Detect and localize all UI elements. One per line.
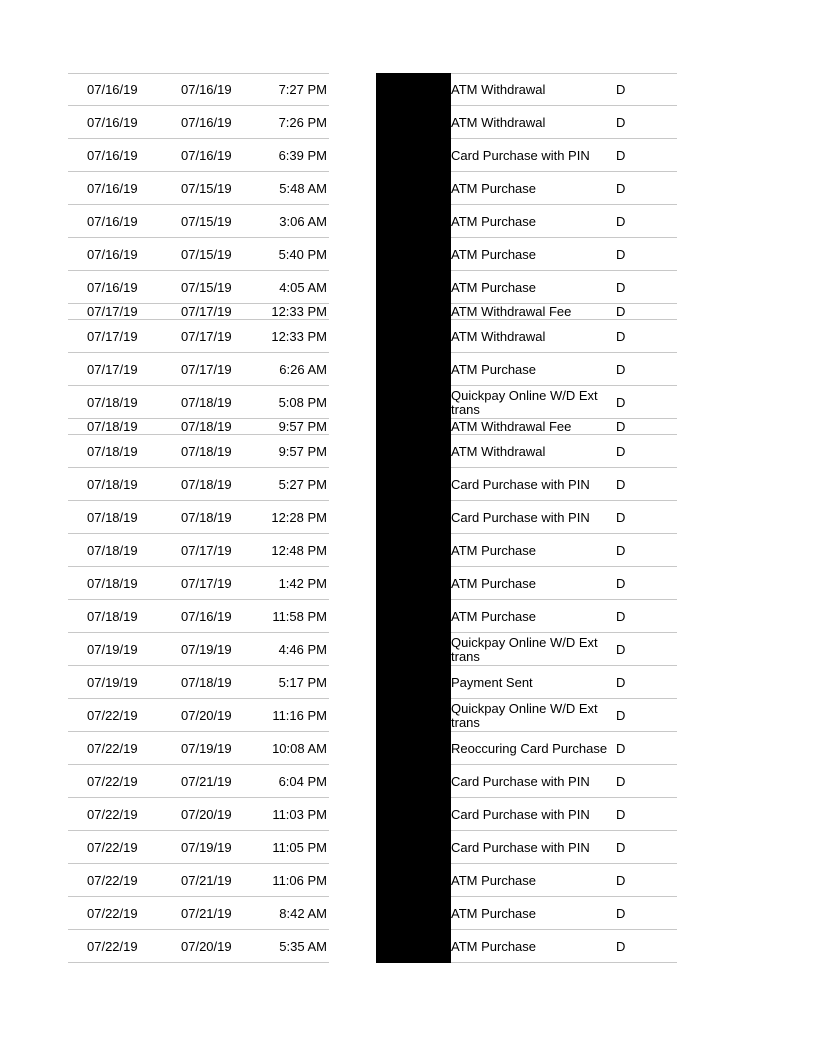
description: ATM Withdrawal xyxy=(451,328,546,344)
transaction-time: 5:17 PM xyxy=(278,674,327,690)
description: Reoccuring Card Purchase xyxy=(451,740,608,756)
posting-date: 07/18/19 xyxy=(87,476,138,492)
transaction-date: 07/16/19 xyxy=(181,608,232,624)
posting-date: 07/19/19 xyxy=(87,674,138,690)
posting-date: 07/18/19 xyxy=(87,542,138,558)
transaction-time: 6:26 AM xyxy=(279,361,327,377)
posting-date: 07/18/19 xyxy=(87,394,138,410)
transaction-date: 07/19/19 xyxy=(181,740,232,756)
transaction-time: 5:08 PM xyxy=(278,394,327,410)
description: ATM Purchase xyxy=(451,542,537,558)
transaction-date: 07/17/19 xyxy=(181,361,232,377)
transaction-type: D xyxy=(616,872,626,888)
transaction-type: D xyxy=(616,180,626,196)
description: ATM Purchase xyxy=(451,246,537,262)
transaction-time: 8:42 AM xyxy=(279,905,327,921)
transaction-type: D xyxy=(616,361,626,377)
transaction-type: D xyxy=(616,147,626,163)
transaction-date: 07/20/19 xyxy=(181,806,232,822)
posting-date: 07/22/19 xyxy=(87,872,138,888)
description: ATM Purchase xyxy=(451,279,537,295)
transaction-time: 1:42 PM xyxy=(278,575,327,591)
posting-date: 07/16/19 xyxy=(87,213,138,229)
transaction-time: 11:05 PM xyxy=(272,839,327,855)
description: Card Purchase with PIN xyxy=(451,806,590,822)
transaction-time: 9:57 PM xyxy=(278,443,327,459)
transaction-time: 3:06 AM xyxy=(279,213,327,229)
transaction-date: 07/17/19 xyxy=(181,328,232,344)
transaction-date: 07/15/19 xyxy=(181,180,232,196)
transaction-date: 07/15/19 xyxy=(181,246,232,262)
transaction-type: D xyxy=(616,509,626,525)
transaction-date: 07/18/19 xyxy=(181,419,232,434)
transaction-type: D xyxy=(616,114,626,130)
transaction-type: D xyxy=(616,674,626,690)
transaction-type: D xyxy=(616,938,626,954)
redaction-block xyxy=(376,73,451,963)
description: Payment Sent xyxy=(451,674,533,690)
posting-date: 07/22/19 xyxy=(87,905,138,921)
description: Quickpay Online W/D Ext trans xyxy=(451,700,598,730)
transaction-type: D xyxy=(616,641,626,657)
posting-date: 07/16/19 xyxy=(87,279,138,295)
transaction-type: D xyxy=(616,81,626,97)
posting-date: 07/18/19 xyxy=(87,443,138,459)
transaction-time: 10:08 AM xyxy=(272,740,327,756)
transaction-time: 4:46 PM xyxy=(278,641,327,657)
posting-date: 07/16/19 xyxy=(87,114,138,130)
description: ATM Purchase xyxy=(451,608,537,624)
posting-date: 07/17/19 xyxy=(87,304,138,319)
description: ATM Withdrawal Fee xyxy=(451,419,572,434)
transaction-time: 12:33 PM xyxy=(271,328,327,344)
transaction-date: 07/15/19 xyxy=(181,213,232,229)
transaction-date: 07/20/19 xyxy=(181,938,232,954)
transaction-type: D xyxy=(616,707,626,723)
posting-date: 07/22/19 xyxy=(87,740,138,756)
transaction-type: D xyxy=(616,304,626,319)
transaction-date: 07/17/19 xyxy=(181,542,232,558)
posting-date: 07/17/19 xyxy=(87,361,138,377)
posting-date: 07/19/19 xyxy=(87,641,138,657)
transaction-time: 12:33 PM xyxy=(271,304,327,319)
description: ATM Withdrawal xyxy=(451,114,546,130)
transaction-type: D xyxy=(616,394,626,410)
description: ATM Purchase xyxy=(451,575,537,591)
transaction-time: 4:05 AM xyxy=(279,279,327,295)
description: Card Purchase with PIN xyxy=(451,773,590,789)
transaction-type: D xyxy=(616,419,626,434)
description: Card Purchase with PIN xyxy=(451,476,590,492)
posting-date: 07/22/19 xyxy=(87,773,138,789)
transaction-type: D xyxy=(616,443,626,459)
posting-date: 07/18/19 xyxy=(87,608,138,624)
transaction-date: 07/15/19 xyxy=(181,279,232,295)
posting-date: 07/22/19 xyxy=(87,806,138,822)
transaction-time: 12:48 PM xyxy=(271,542,327,558)
transaction-date: 07/21/19 xyxy=(181,872,232,888)
transaction-type: D xyxy=(616,839,626,855)
transaction-date: 07/16/19 xyxy=(181,114,232,130)
transaction-type: D xyxy=(616,246,626,262)
description: ATM Withdrawal xyxy=(451,443,546,459)
transaction-type: D xyxy=(616,542,626,558)
description: ATM Purchase xyxy=(451,905,537,921)
transaction-date: 07/16/19 xyxy=(181,147,232,163)
description: Card Purchase with PIN xyxy=(451,147,590,163)
posting-date: 07/16/19 xyxy=(87,180,138,196)
transaction-type: D xyxy=(616,213,626,229)
transaction-date: 07/19/19 xyxy=(181,839,232,855)
transaction-date: 07/21/19 xyxy=(181,773,232,789)
transaction-time: 5:35 AM xyxy=(279,938,327,954)
transaction-type: D xyxy=(616,575,626,591)
transaction-type: D xyxy=(616,806,626,822)
description: ATM Purchase xyxy=(451,361,537,377)
transaction-time: 5:48 AM xyxy=(279,180,327,196)
transaction-time: 11:06 PM xyxy=(272,872,327,888)
posting-date: 07/16/19 xyxy=(87,246,138,262)
transaction-time: 9:57 PM xyxy=(278,419,327,434)
transaction-type: D xyxy=(616,476,626,492)
transaction-time: 5:40 PM xyxy=(278,246,327,262)
transaction-time: 11:03 PM xyxy=(272,806,327,822)
transaction-date: 07/20/19 xyxy=(181,707,232,723)
transaction-type: D xyxy=(616,773,626,789)
transaction-date: 07/17/19 xyxy=(181,304,232,319)
transaction-date: 07/18/19 xyxy=(181,476,232,492)
transaction-time: 11:58 PM xyxy=(272,608,327,624)
transaction-time: 7:27 PM xyxy=(278,81,327,97)
transaction-time: 6:04 PM xyxy=(278,773,327,789)
transaction-date: 07/16/19 xyxy=(181,81,232,97)
transaction-time: 5:27 PM xyxy=(278,476,327,492)
transaction-date: 07/21/19 xyxy=(181,905,232,921)
description: Card Purchase with PIN xyxy=(451,839,590,855)
transaction-time: 6:39 PM xyxy=(278,147,327,163)
transaction-type: D xyxy=(616,905,626,921)
transaction-date: 07/18/19 xyxy=(181,443,232,459)
transaction-date: 07/17/19 xyxy=(181,575,232,591)
posting-date: 07/22/19 xyxy=(87,938,138,954)
description: ATM Purchase xyxy=(451,872,537,888)
description: ATM Withdrawal Fee xyxy=(451,304,572,319)
transaction-type: D xyxy=(616,608,626,624)
transaction-type: D xyxy=(616,740,626,756)
description: ATM Withdrawal xyxy=(451,81,546,97)
transaction-date: 07/18/19 xyxy=(181,674,232,690)
posting-date: 07/16/19 xyxy=(87,147,138,163)
transaction-time: 11:16 PM xyxy=(272,707,327,723)
description: Quickpay Online W/D Ext trans xyxy=(451,387,598,417)
transaction-type: D xyxy=(616,279,626,295)
transaction-time: 12:28 PM xyxy=(271,509,327,525)
posting-date: 07/16/19 xyxy=(87,81,138,97)
posting-date: 07/17/19 xyxy=(87,328,138,344)
transaction-type: D xyxy=(616,328,626,344)
posting-date: 07/18/19 xyxy=(87,575,138,591)
description: ATM Purchase xyxy=(451,180,537,196)
description: ATM Purchase xyxy=(451,938,537,954)
posting-date: 07/22/19 xyxy=(87,839,138,855)
transaction-date: 07/19/19 xyxy=(181,641,232,657)
transaction-date: 07/18/19 xyxy=(181,509,232,525)
posting-date: 07/22/19 xyxy=(87,707,138,723)
transaction-date: 07/18/19 xyxy=(181,394,232,410)
transaction-time: 7:26 PM xyxy=(278,114,327,130)
description: Card Purchase with PIN xyxy=(451,509,590,525)
description: ATM Purchase xyxy=(451,213,537,229)
posting-date: 07/18/19 xyxy=(87,509,138,525)
description: Quickpay Online W/D Ext trans xyxy=(451,634,598,664)
posting-date: 07/18/19 xyxy=(87,419,138,434)
